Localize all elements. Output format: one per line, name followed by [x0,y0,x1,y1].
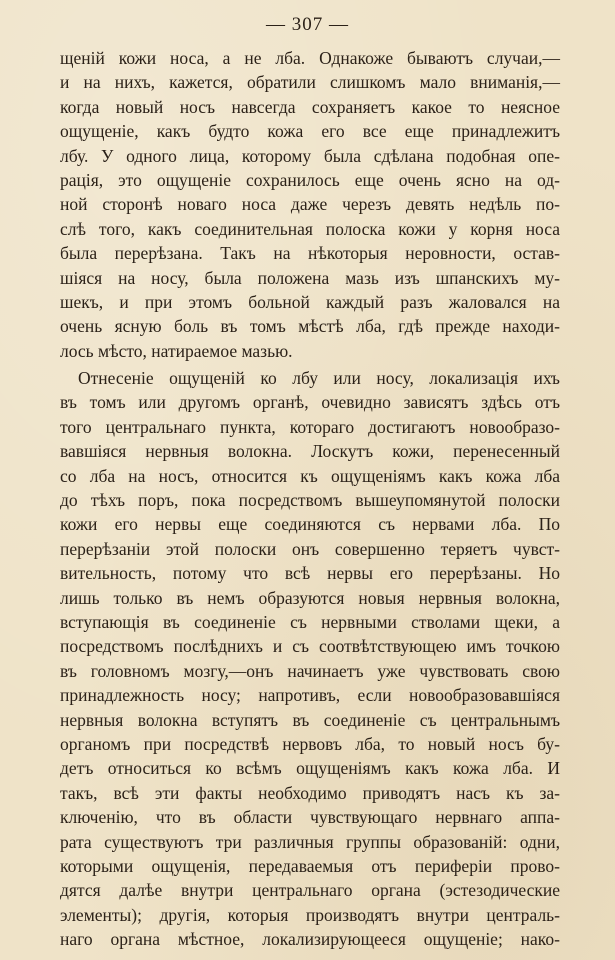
text-line: того центральнаго пункта, котораго достигаютъ новообразо- [60,416,560,437]
text-line: дятся далѣе внутри центральнаго органа (эстезодические [60,880,560,901]
text-line: органомъ при посредствѣ нервовъ лба, то новый носъ бу- [60,733,560,754]
text-line: вавшіяся нервныя волокна. Лоскутъ кожи, перенесенный [60,441,560,462]
text-line: когда новый носъ навсегда сохраняетъ какое то неясное [60,96,560,117]
text-line: вительность, потому что всѣ нервы его перерѣзаны. Но [60,563,560,584]
page-number: — 307 — [266,14,349,35]
paragraph-1 [60,46,560,363]
text-line: и на нихъ, кажется, обратили слишкомъ мало вниманія,— [60,72,560,93]
text-body [60,46,560,951]
paragraph-2 [60,366,560,951]
text-line: ощущеніе, какъ будто кожа его все еще принадлежитъ [60,121,560,142]
text-line: до тѣхъ поръ, пока посредствомъ вышеупомянутой полоски [60,490,560,511]
text-line: наго органа мѣстное, локализирующееся ощущеніе; нако- [60,929,560,950]
text-line: такъ, всѣ эти факты необходимо приводятъ насъ къ за- [60,782,560,803]
text-line: шекъ, и при этомъ больной каждый разъ жаловался на [60,291,560,312]
text-line: вступающія въ соединеніе съ нервными стволами щеки, а [60,611,560,632]
text-line: была перерѣзана. Такъ на нѣкоторыя неровности, остав- [60,243,560,264]
text-line: со лба на носъ, относится къ ощущеніямъ какъ кожа лба [60,465,560,486]
text-line: въ томъ или другомъ органѣ, очевидно зависятъ здѣсь отъ [60,392,560,413]
text-line: нервныя волокна вступятъ въ соединеніе съ центральнымъ [60,709,560,730]
text-line: детъ относиться ко всѣмъ ощущеніямъ какъ кожа лба. И [60,758,560,779]
text-line: принадлежность носу; напротивъ, если новообразовавшіяся [60,685,560,706]
text-line: которыми ощущенія, передаваемыя отъ периферіи прово- [60,855,560,876]
text-line: щеній кожи носа, а не лба. Однакоже бываютъ случаи,— [60,48,560,68]
text-line: шіяся на носу, была положена мазь изъ шпанскихъ му- [60,267,560,288]
text-line: очень ясную боль въ томъ мѣстѣ лба, гдѣ прежде находи- [60,316,560,337]
text-line: лишь только въ немъ образуются новыя нервныя волокна, [60,587,560,608]
text-line: рація, это ощущеніе сохранилось еще очень ясно на од- [60,169,560,190]
text-line: ключенію, что въ области чувствующаго нервнаго аппа- [60,807,560,828]
text-line: посредствомъ послѣднихъ и съ соотвѣтствующею имъ точкою [60,636,560,657]
text-line: элементы); другія, которыя производятъ внутри централь- [60,904,560,925]
text-line: въ головномъ мозгу,—онъ начинаетъ уже чувствовать свою [60,660,560,681]
text-line: лбу. У одного лица, которому была сдѣлана подобная опе- [60,145,560,166]
text-line: рата существуютъ три различныя группы образованій: одни, [60,831,560,852]
text-line: слѣ того, какъ соединительная полоска кожи у корня носа [60,218,560,239]
text-line: Отнесеніе ощущеній ко лбу или носу, локализація ихъ [78,368,560,389]
text-line: перерѣзаніи этой полоски онъ совершенно теряетъ чувст- [60,538,560,559]
text-line: кожи его нервы еще соединяются съ нервами лба. По [60,514,560,535]
text-line: лось мѣсто, натираемое мазью. [60,340,293,361]
text-line: ной сторонѣ новаго носа даже черезъ девять недѣль по- [60,194,560,215]
